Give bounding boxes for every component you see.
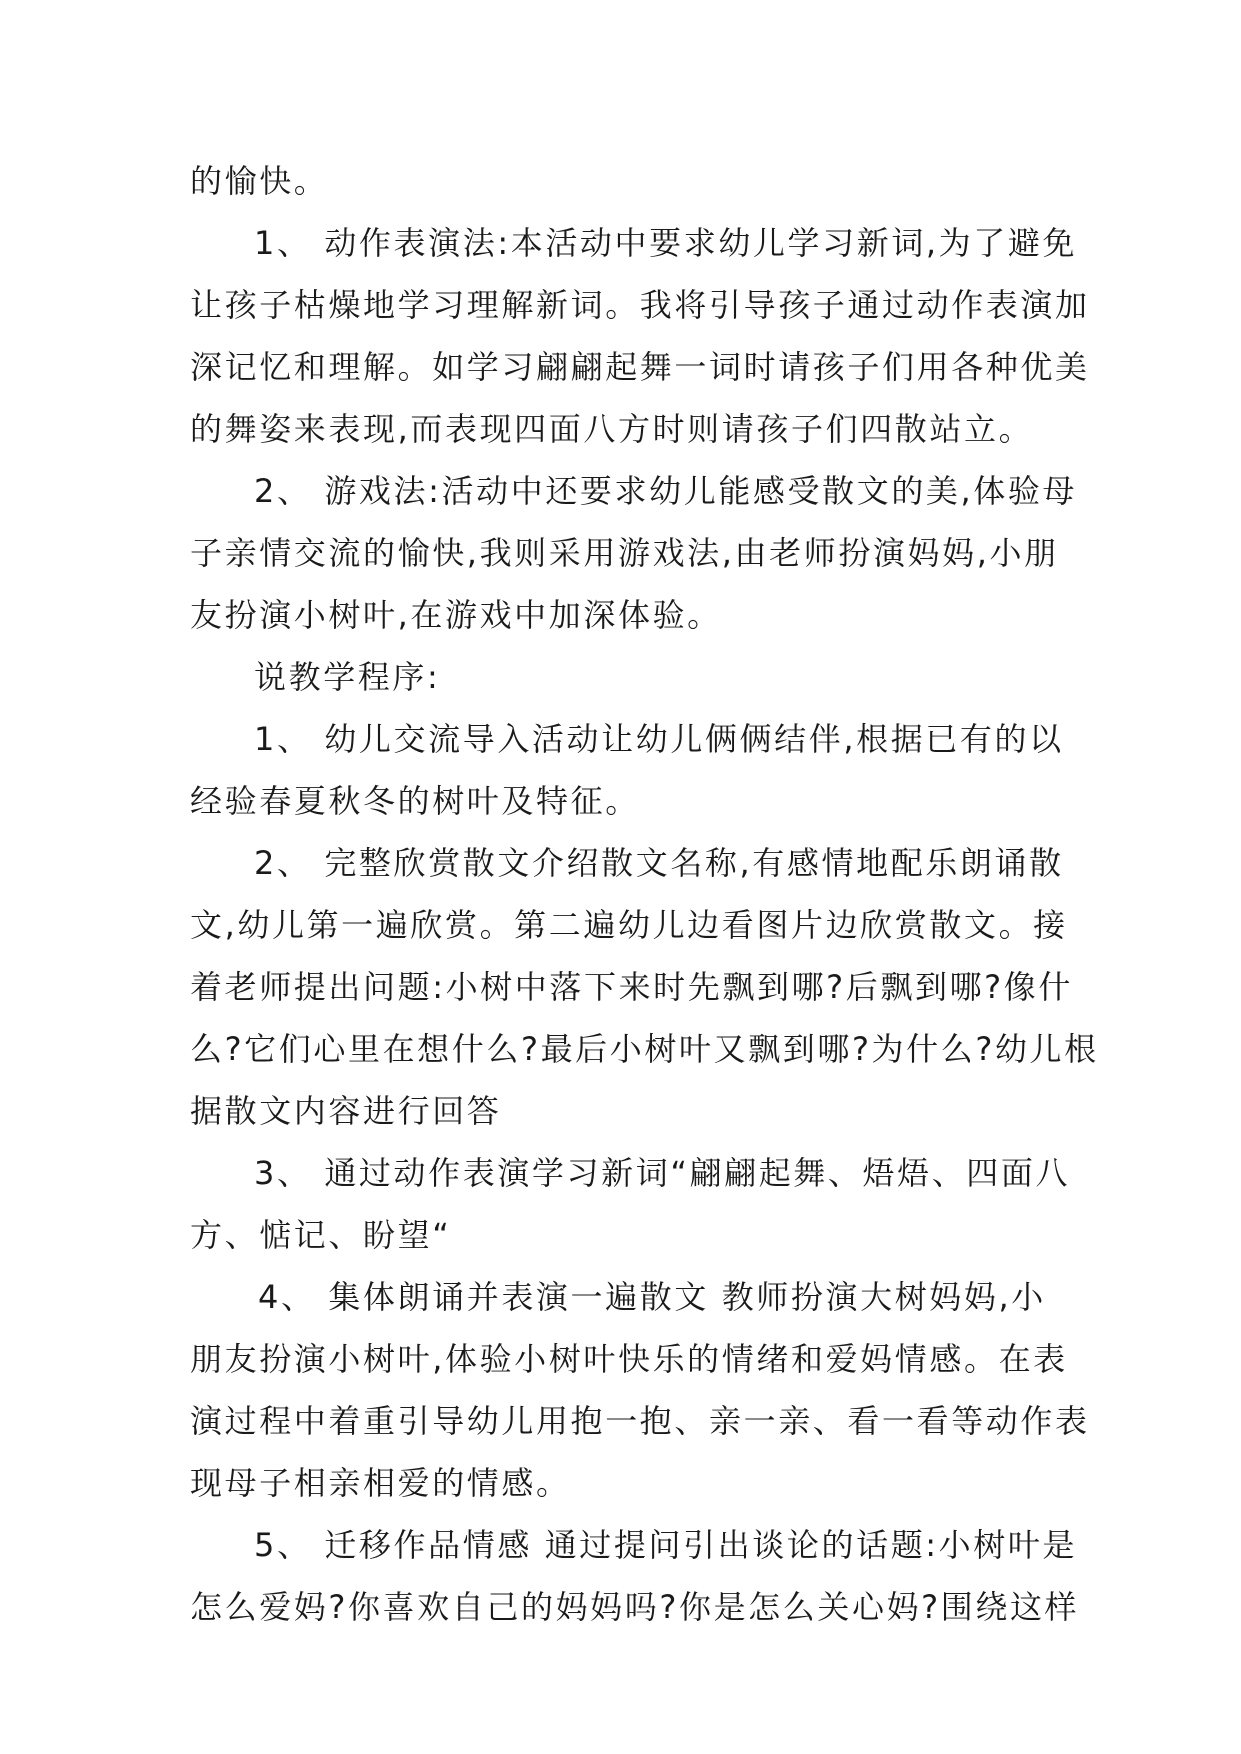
text-line: 的舞姿来表现,而表现四面八方时则请孩子们四散站立。 — [190, 410, 1034, 448]
text-line: 友扮演小树叶,在游戏中加深体验。 — [190, 596, 722, 634]
text-line: 么?它们心里在想什么?最后小树叶又飘到哪?为什么?幼儿根 — [190, 1030, 1099, 1068]
text-line: 4、 集体朗诵并表演一遍散文 教师扮演大树妈妈,小 — [258, 1278, 1046, 1316]
text-line: 5、 迁移作品情感 通过提问引出谈论的话题:小树叶是 — [254, 1526, 1078, 1564]
text-line: 经验春夏秋冬的树叶及特征。 — [190, 782, 640, 820]
text-line: 怎么爱妈?你喜欢自己的妈妈吗?你是怎么关心妈?围绕这样 — [190, 1588, 1080, 1626]
text-line: 的愉快。 — [190, 162, 329, 200]
text-line: 据散文内容进行回答 — [190, 1092, 502, 1130]
text-line: 现母子相亲相爱的情感。 — [190, 1464, 571, 1502]
text-line: 着老师提出问题:小树中落下来时先飘到哪?后飘到哪?像什 — [190, 968, 1073, 1006]
text-line: 朋友扮演小树叶,体验小树叶快乐的情绪和爱妈情感。在表 — [190, 1340, 1068, 1378]
text-line: 让孩子枯燥地学习理解新词。我将引导孩子通过动作表演加 — [190, 286, 1090, 324]
text-line: 3、 通过动作表演学习新词“翩翩起舞、焐焐、四面八 — [254, 1154, 1071, 1192]
text-line: 1、 动作表演法:本活动中要求幼儿学习新词,为了避免 — [254, 224, 1078, 262]
text-line: 演过程中着重引导幼儿用抱一抱、亲一亲、看一看等动作表 — [190, 1402, 1090, 1440]
text-line: 说教学程序: — [254, 658, 441, 696]
text-line: 1、 幼儿交流导入活动让幼儿俩俩结伴,根据已有的以 — [254, 720, 1064, 758]
text-line: 2、 游戏法:活动中还要求幼儿能感受散文的美,体验母 — [254, 472, 1078, 510]
text-line: 子亲情交流的愉快,我则采用游戏法,由老师扮演妈妈,小朋 — [190, 534, 1059, 572]
text-line: 2、 完整欣赏散文介绍散文名称,有感情地配乐朗诵散 — [254, 844, 1064, 882]
text-line: 方、惦记、盼望“ — [190, 1216, 452, 1254]
text-line: 文,幼儿第一遍欣赏。第二遍幼儿边看图片边欣赏散文。接 — [190, 906, 1068, 944]
text-line: 深记忆和理解。如学习翩翩起舞一词时请孩子们用各种优美 — [190, 348, 1090, 386]
